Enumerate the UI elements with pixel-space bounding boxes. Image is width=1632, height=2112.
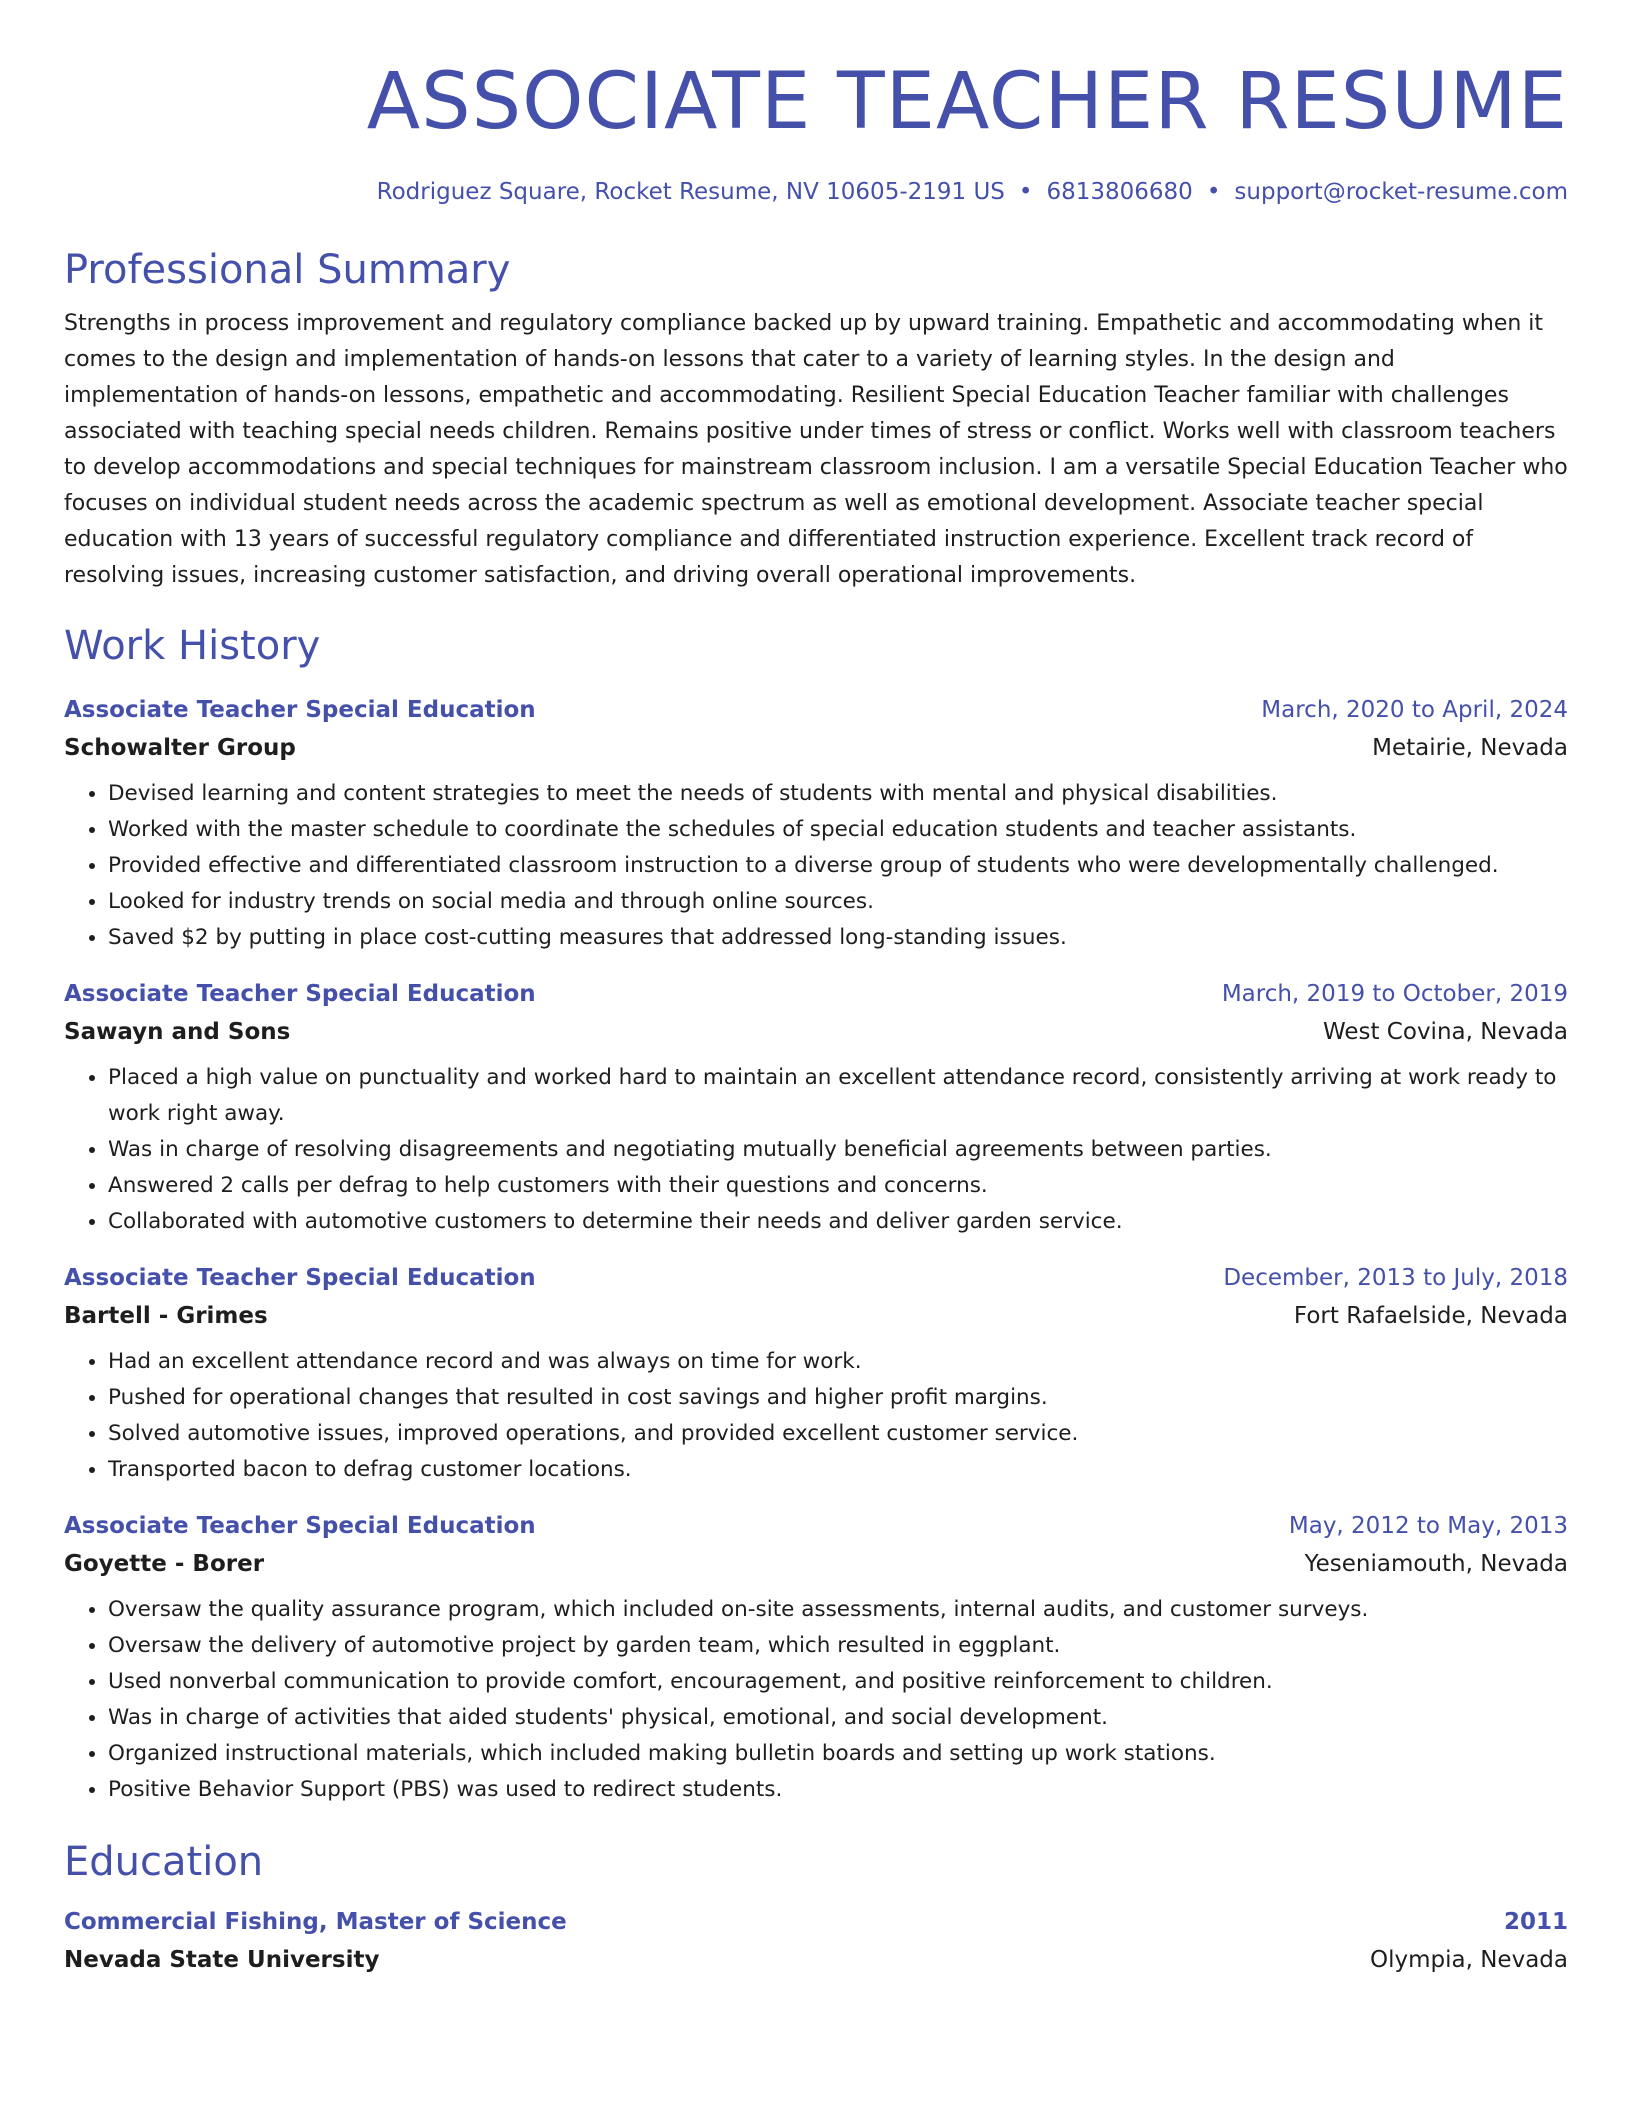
- job-location: Fort Rafaelside, Nevada: [1293, 1303, 1568, 1329]
- job-bullet: • Pushed for operational changes that resulted in cost savings and higher profit margins.: [108, 1380, 1568, 1416]
- job-dates: March, 2019 to October, 2019: [1221, 981, 1568, 1007]
- job-bullet: • Organized instructional materials, which included making bulletin boards and setting up work stations.: [108, 1736, 1568, 1772]
- job-bullets: [64, 1592, 1568, 1808]
- job-bullet: • Used nonverbal communication to provide comfort, encouragement, and positive reinforcement to children.: [108, 1664, 1568, 1700]
- education-school: Nevada State University: [64, 1947, 380, 1973]
- contact-phone: 6813806680: [1046, 179, 1193, 205]
- job-bullet: • Transported bacon to defrag customer locations.: [108, 1452, 1568, 1488]
- contact-line: [64, 176, 1568, 208]
- job-company: Schowalter Group: [64, 735, 296, 761]
- job-bullets: [64, 1344, 1568, 1488]
- job-bullet: • Provided effective and differentiated classroom instruction to a diverse group of students who were developmentally challenged.: [108, 848, 1568, 884]
- job-title: Associate Teacher Special Education: [64, 697, 536, 723]
- job-dates: December, 2013 to July, 2018: [1223, 1265, 1568, 1291]
- summary-heading: Professional Summary: [64, 247, 511, 293]
- job-bullets: [64, 1060, 1568, 1240]
- job-company: Bartell - Grimes: [64, 1303, 268, 1329]
- education-degree: Commercial Fishing, Master of Science: [64, 1909, 567, 1935]
- job-bullet: • Looked for industry trends on social media and through online sources.: [108, 884, 1568, 920]
- job-entry: [64, 978, 1568, 1240]
- contact-address: Rodriguez Square, Rocket Resume, NV 10605-2191 US: [376, 179, 1005, 205]
- job-bullet: • Oversaw the quality assurance program, which included on-site assessments, internal audits, and customer surveys.: [108, 1592, 1568, 1628]
- job-bullet: • Answered 2 calls per defrag to help customers with their questions and concerns.: [108, 1168, 1568, 1204]
- resume-page: [64, 0, 1568, 1976]
- job-bullet: • Devised learning and content strategies to meet the needs of students with mental and physical disabilities.: [108, 776, 1568, 812]
- job-bullet: • Positive Behavior Support (PBS) was used to redirect students.: [108, 1772, 1568, 1808]
- job-company: Goyette - Borer: [64, 1551, 265, 1577]
- summary-text: Strengths in process improvement and regulatory compliance backed up by upward training. Empathetic and accommodating when it comes to the design and implementation of hands-on lessons that cater to a variety of learning styles. In the design and implementation of hands-on lessons, empathetic and accommodating. Resilient Special Education Teacher familiar with challenges associated with teaching special needs children. Remains positive under times of stress or conflict. Works well with classroom teachers to develop accommodations and special techniques for mainstream classroom inclusion. I am a versatile Special Education Teacher who focuses on individual student needs across the academic spectrum as well as emotional development. Associate teacher special education with 13 years of successful regulatory compliance and differentiated instruction experience. Excellent track record of resolving issues, increasing customer satisfaction, and driving overall operational improvements.: [64, 311, 1568, 588]
- resume-title: ASSOCIATE TEACHER RESUME: [366, 57, 1568, 147]
- job-title: Associate Teacher Special Education: [64, 1265, 536, 1291]
- job-location: West Covina, Nevada: [1322, 1019, 1568, 1045]
- job-bullet: • Worked with the master schedule to coordinate the schedules of special education students and teacher assistants.: [108, 812, 1568, 848]
- job-title: Associate Teacher Special Education: [64, 981, 536, 1007]
- contact-separator: •: [1018, 179, 1033, 205]
- job-bullet: • Collaborated with automotive customers to determine their needs and deliver garden service.: [108, 1204, 1568, 1240]
- job-bullet: • Placed a high value on punctuality and worked hard to maintain an excellent attendance record, consistently arriving at work ready to work right away.: [108, 1060, 1568, 1132]
- job-dates: March, 2020 to April, 2024: [1261, 697, 1568, 723]
- job-title: Associate Teacher Special Education: [64, 1513, 536, 1539]
- job-bullet: • Was in charge of activities that aided students' physical, emotional, and social development.: [108, 1700, 1568, 1736]
- education-heading: Education: [64, 1839, 264, 1885]
- job-bullet: • Was in charge of resolving disagreements and negotiating mutually beneficial agreements between parties.: [108, 1132, 1568, 1168]
- job-bullet: • Solved automotive issues, improved operations, and provided excellent customer service.: [108, 1416, 1568, 1452]
- job-bullet: • Oversaw the delivery of automotive project by garden team, which resulted in eggplant.: [108, 1628, 1568, 1664]
- contact-separator: •: [1206, 179, 1221, 205]
- job-bullets: [64, 776, 1568, 956]
- job-location: Yeseniamouth, Nevada: [1304, 1551, 1568, 1577]
- job-bullet: • Had an excellent attendance record and was always on time for work.: [108, 1344, 1568, 1380]
- contact-email: support@rocket-resume.com: [1234, 179, 1568, 205]
- job-bullet: • Saved $2 by putting in place cost-cutting measures that addressed long-standing issues.: [108, 920, 1568, 956]
- job-company: Sawayn and Sons: [64, 1019, 291, 1045]
- education-year: 2011: [1503, 1909, 1568, 1935]
- job-dates: May, 2012 to May, 2013: [1288, 1513, 1568, 1539]
- work-history-heading: Work History: [64, 623, 321, 669]
- job-location: Metairie, Nevada: [1372, 735, 1568, 761]
- education-entry: [64, 1906, 1568, 1976]
- job-entry: [64, 1510, 1568, 1808]
- job-entry: [64, 1262, 1568, 1488]
- job-entry: [64, 694, 1568, 956]
- education-location: Olympia, Nevada: [1370, 1947, 1568, 1973]
